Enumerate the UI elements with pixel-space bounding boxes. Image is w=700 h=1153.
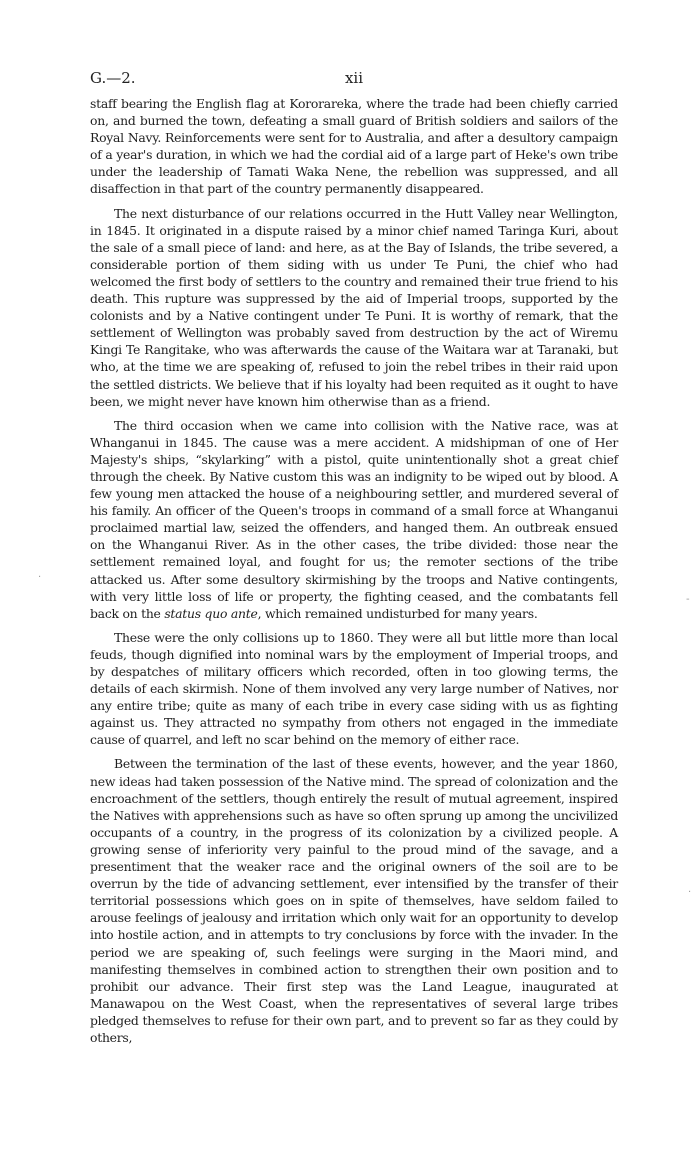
scan-speck: · <box>38 572 42 583</box>
paragraph-2: The next disturbance of our relations occurred in the Hutt Valley near Wellington, in 1845. It originated in a dispute raised by a minor chief named Taringa Kuri, about the sale of a small piece of land: and here, as at the Bay of Islands, the tribe severed, a considerable portion of them siding with us under Te Puni, the chief who had welcomed the first body of settlers to the country and remained their true friend to his death. This rupture was suppressed by the aid of Imperial troops, supported by the colonists and by a Native contingent under Te Puni. It is worthy of remark, that the settlement of Wellington was probably saved from destruction by the act of Wiremu Kingi Te Rangitake, who was afterwards the cause of the Waitara war at Taranaki, but who, at the time we are speaking of, refused to join the rebel tribes in their raid upon the settled districts. We believe that if his loyalty had been requited as it ought to have been, we might never have known him otherwise than as a friend. <box>90 205 618 409</box>
document-reference: G.—2. <box>90 69 136 87</box>
page-number: xii <box>344 69 364 87</box>
paragraph-1: staff bearing the English flag at Kororareka, where the trade had been chiefly carried on, and burned the town, defeating a small guard of British soldiers and sailors of the Royal Navy. Reinforcements were sent for to Australia, and after a desultory campaign of a year's duration, in which we had the cordial aid of a large part of Heke's own tribe under the leadership of Tamati Waka Nene, the rebellion was suppressed, and all disaffection in that part of the country permanently disappeared. <box>90 96 618 197</box>
latin-phrase: status quo ante <box>164 605 258 621</box>
paragraph-5: Between the termination of the last of these events, however, and the year 1860, new ideas had taken possession of the Native mind. The spread of colonization and the encroachment of the settlers, though entirely the result of mutual agreement, inspired the Natives with apprehensions such as have so often sprung up among the uncivilized occupants of a country, in the progress of its colonization by a civilized people. A growing sense of inferiority very painful to the proud mind of the savage, and a presentiment that the weaker race and the original owners of the soil are to be overrun by the tide of advancing settlement, ever intensified by the transfer of their territorial possessions which goes on in spite of themselves, have seldom failed to arouse feelings of jealousy and irritation which only wait for an opportunity to develop into hostile action, and in attempts to try conclusions by force with the invader. In the period we are speaking of, such feelings were surging in the Maori mind, and manifesting themselves in combined action to strengthen their own position and to prohibit our advance. Their first step was the Land League, inaugurated at Manawapou on the West Coast, when the representatives of several large tribes pledged themselves to refuse for their own part, and to prevent so far as they could by others, <box>90 756 618 1045</box>
page-header <box>90 69 618 89</box>
paragraph-3: The third occasion when we came into collision with the Native race, was at Whanganui in 1845. The cause was a mere accident. A midshipman of one of Her Majesty's ships, “skylarking” with a pistol, quite unintentionally shot a great chief through the cheek. By Native custom this was an indignity to be wiped out by blood. A few young men attacked the house of a neighbouring settler, and murdered several of his family. An officer of the Queen's troops in command of a small force at Whanganui proclaimed martial law, seized the offenders, and hanged them. An outbreak ensued on the Whanganui River. As in the other cases, the tribe divided: those near the settlement remained loyal, and fought for us; the remoter sections of the tribe attacked us. After some desultory skirmishing by the troops and Native contingents, with very little loss of life or property, the fighting ceased, and the combatants fell back on the status quo ante, which remained undisturbed for many years. <box>90 417 618 621</box>
scan-speck: - <box>686 594 690 605</box>
document-body <box>90 95 618 1053</box>
paragraph-4: These were the only collisions up to 1860. They were all but little more than local feuds, though dignified into nominal wars by the employment of Imperial troops, and by despatches of military officers which recorded, often in too glowing terms, the details of each skirmish. None of them involved any very large number of Natives, nor any entire tribe; quite as many of each tribe in every case siding with us as fighting against us. They attracted no sympathy from others not engaged in the immediate cause of quarrel, and left no scar behind on the memory of either race. <box>90 629 618 748</box>
scan-speck: · <box>688 887 692 898</box>
